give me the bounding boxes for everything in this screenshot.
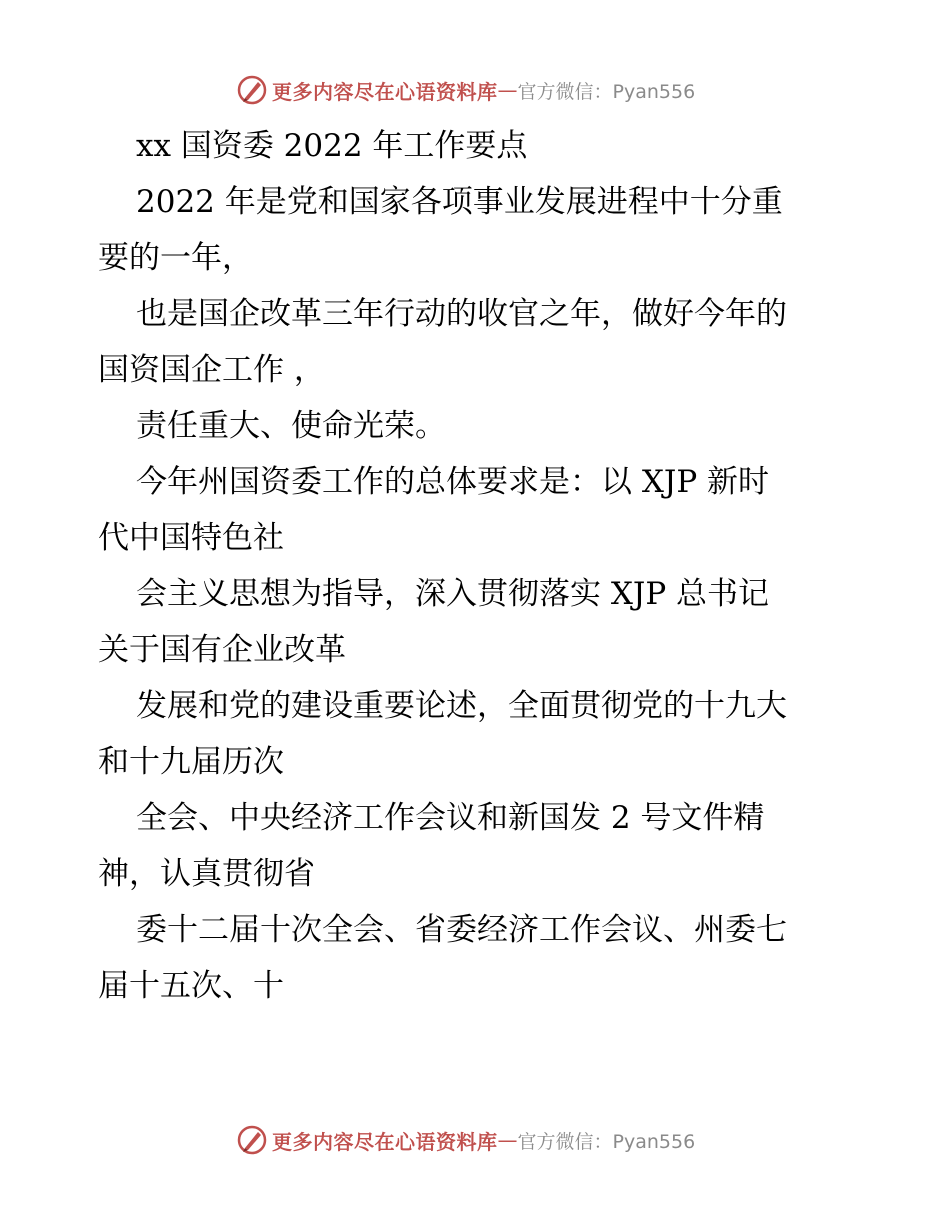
document-title: xx 国资委 2022 年工作要点: [136, 128, 528, 164]
paragraph-line: 也是国企改革三年行动的收官之年，做好今年的: [136, 296, 787, 332]
paragraph-line: 国资国企工作 ，: [98, 352, 325, 388]
paragraph-line: 和十九届历次: [98, 744, 284, 780]
paragraph-line: 发展和党的建设重要论述，全面贯彻党的十九大: [136, 688, 787, 724]
paragraph-line: 委十二届十次全会、省委经济工作会议、州委七: [136, 912, 787, 948]
paragraph-line: 要的一年，: [98, 240, 253, 276]
paragraph-line: 会主义思想为指导，深入贯彻落实 XJP 总书记: [136, 576, 770, 612]
paragraph-line: 全会、中央经济工作会议和新国发 2 号文件精: [136, 800, 765, 836]
paragraph-line: 届十五次、十: [98, 968, 284, 1004]
paragraph-line: 关于国有企业改革: [98, 632, 346, 668]
paragraph-line: 今年州国资委工作的总体要求是：以 XJP 新时: [136, 464, 770, 500]
document-body: [98, 118, 898, 1014]
pen-circle-logo-icon: [236, 74, 268, 106]
pen-circle-logo-icon: [236, 1124, 268, 1156]
banner-site-text: 更多内容尽在心语资料库: [272, 1129, 498, 1154]
footer-banner: [236, 1123, 695, 1157]
paragraph-line: 责任重大、使命光荣。: [136, 408, 446, 444]
banner-wechat-text: 官方微信：Pyan556: [517, 1130, 696, 1153]
paragraph-line: 神，认真贯彻省: [98, 856, 315, 892]
banner-wechat-text: 官方微信：Pyan556: [517, 80, 696, 103]
banner-dash: —: [497, 78, 518, 102]
banner-dash: —: [497, 1128, 518, 1152]
banner-site-text: 更多内容尽在心语资料库: [272, 79, 498, 104]
paragraph-line: 代中国特色社: [98, 520, 284, 556]
paragraph-line: 2022 年是党和国家各项事业发展进程中十分重: [136, 184, 783, 220]
header-banner: [236, 73, 695, 107]
